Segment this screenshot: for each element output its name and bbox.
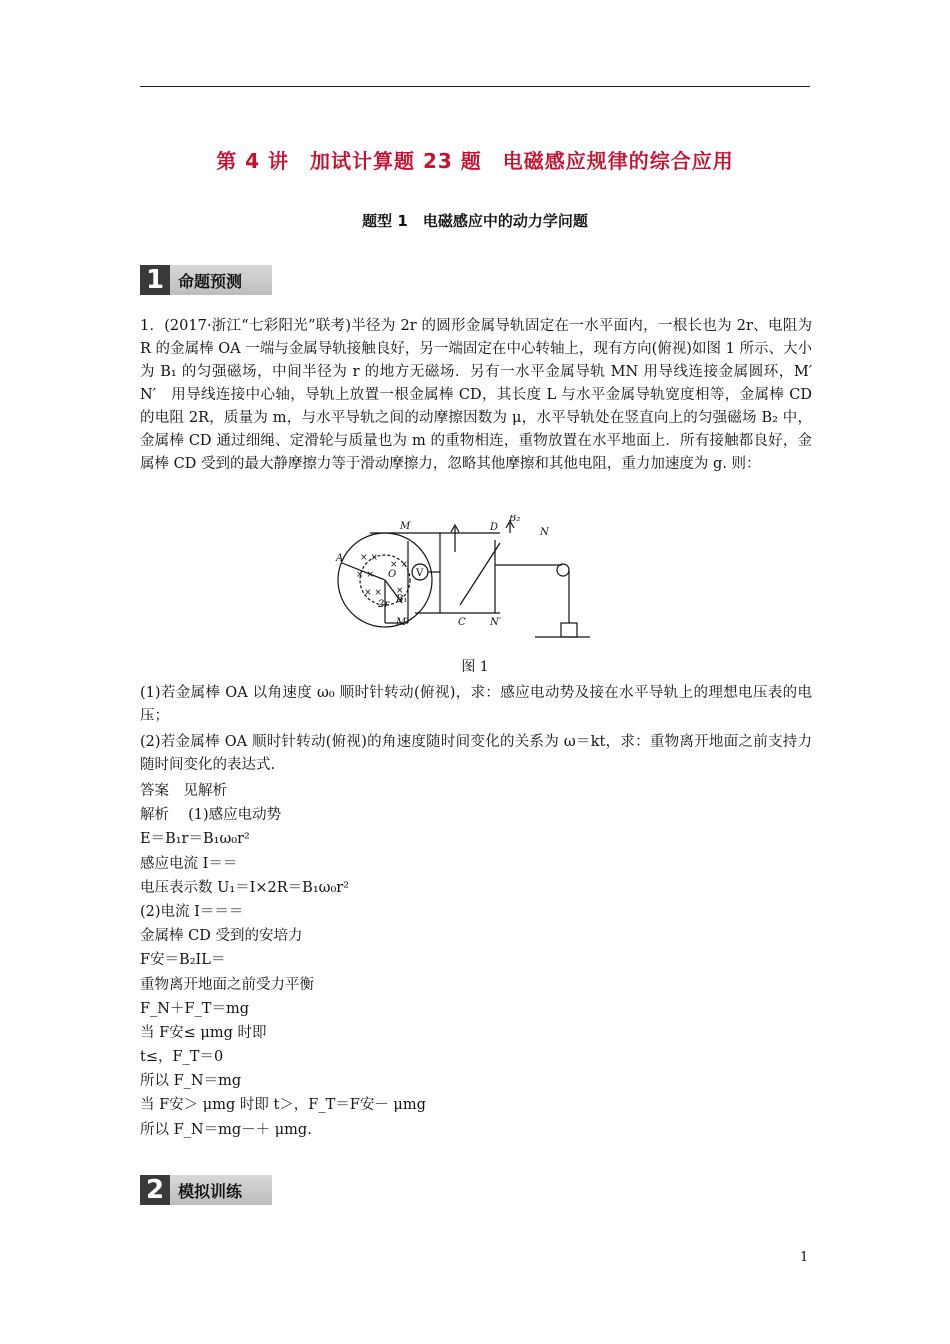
answer-line: 答案 见解析 [140, 783, 227, 799]
section-prediction [140, 265, 272, 295]
answer-line: t≤，F_T＝0 [140, 1049, 224, 1066]
svg-text:× ×: × × [360, 553, 378, 563]
label-n: N [540, 527, 549, 538]
lecture-title: 第 4 讲 加试计算题 23 题 电磁感应规律的综合应用 [216, 149, 734, 173]
answer-line: 当 F安＞ μmg 时即 t＞，F_T＝F安－ μmg [140, 1097, 426, 1114]
topic-subtitle: 题型 1 电磁感应中的动力学问题 [362, 212, 588, 230]
label-v: V [416, 568, 424, 579]
weight [561, 623, 577, 637]
answer-line: 重物离开地面之前受力平衡 [140, 976, 314, 993]
label-o: O [388, 569, 397, 580]
label-b2: B₂ [509, 515, 521, 524]
rod-cd-outline [460, 543, 500, 605]
subquestion-1: (1)若金属棒 OA 以角速度 ω₀ 顺时针转动(俯视)，求：感应电动势及接在水平导轨上的理想电压表的电压； [140, 685, 812, 724]
section-number: 1 [140, 265, 170, 295]
label-m: M [400, 521, 411, 532]
subquestion-2: (2)若金属棒 OA 顺时针转动(俯视)的角速度随时间变化的关系为 ω＝kt，求：重物离开地面之前支持力随时间变化的表达式. [140, 734, 812, 773]
label-d: D [490, 522, 499, 533]
answer-line: (2)电流 I＝＝＝ [140, 903, 244, 920]
answer-line: 当 F安≤ μmg 时即 [140, 1024, 267, 1041]
svg-text:×: × [396, 586, 404, 596]
header-rule [140, 86, 810, 87]
question-text: 1．(2017·浙江“七彩阳光”联考)半径为 2r 的圆形金属导轨固定在一水平面内，一根长也为 2r、电阻为 R 的金属棒 OA 一端与金属导轨接触良好，另一端固定在中心转轴上，现有方向(俯视)如图 1 所示、大小为 B₁ 的匀强磁场，中间半径为 r 的地方无磁场．另有一水平金属导轨 MN 用导线连接金属圆环，M′ N′ 用导线连接中心轴，导轨上放置一根金属棒 CD，其长度 L 与水平金属导轨宽度相等，金属棒 CD 的电阻 2R，质量为 m，与水平导轨之间的动摩擦因数为 μ，水平导轨处在竖直向上的匀强磁场 B₂ 中，金属棒 CD 通过细绳、定滑轮与质量也为 m 的重物相连，重物放置在水平地面上．所有接触都良好，金属棒 CD 受到的最大静摩擦力等于滑动摩擦力，忽略其他摩擦和其他电阻，重力加速度为 g. 则： [140, 318, 827, 472]
svg-text:× ×: × × [364, 588, 382, 598]
answer-line: 感应电流 I＝＝ [140, 855, 238, 872]
label-a: A [336, 553, 344, 564]
answer-line: 所以 F_N＝mg [140, 1073, 242, 1090]
answer-line: 解析 (1)感应电动势 [140, 807, 282, 824]
section-number: 2 [140, 1175, 170, 1205]
svg-text:× ×: × × [390, 560, 408, 570]
section-label: 模拟训练 [170, 1175, 272, 1205]
question-body [140, 315, 827, 476]
page-number: 1 [800, 1250, 809, 1265]
label-c: C [458, 617, 466, 628]
section-training [140, 1175, 272, 1205]
answer-line: 金属棒 CD 受到的安培力 [140, 928, 303, 945]
answer-line: 所以 F_N＝mg－＋ μmg. [140, 1121, 312, 1138]
label-mprime: M′ [396, 617, 409, 628]
answer-line: F_N＋F_T＝mg [140, 1000, 250, 1017]
label-2r: 2r [378, 599, 390, 610]
answer-line: F安＝B₂IL＝ [140, 952, 226, 969]
label-b1: B₁ [396, 594, 408, 605]
figure-caption: 图 1 [461, 659, 489, 675]
pulley [557, 564, 569, 576]
figure-1-diagram [330, 515, 590, 655]
svg-text:× ×: × × [356, 570, 374, 580]
answer-block [140, 779, 812, 1142]
label-nprime: N′ [490, 617, 502, 628]
answer-line: E＝B₁r＝B₁ω₀r² [140, 831, 250, 848]
answer-line: 电压表示数 U₁＝I×2R＝B₁ω₀r² [140, 879, 350, 896]
section-label: 命题预测 [170, 265, 272, 295]
